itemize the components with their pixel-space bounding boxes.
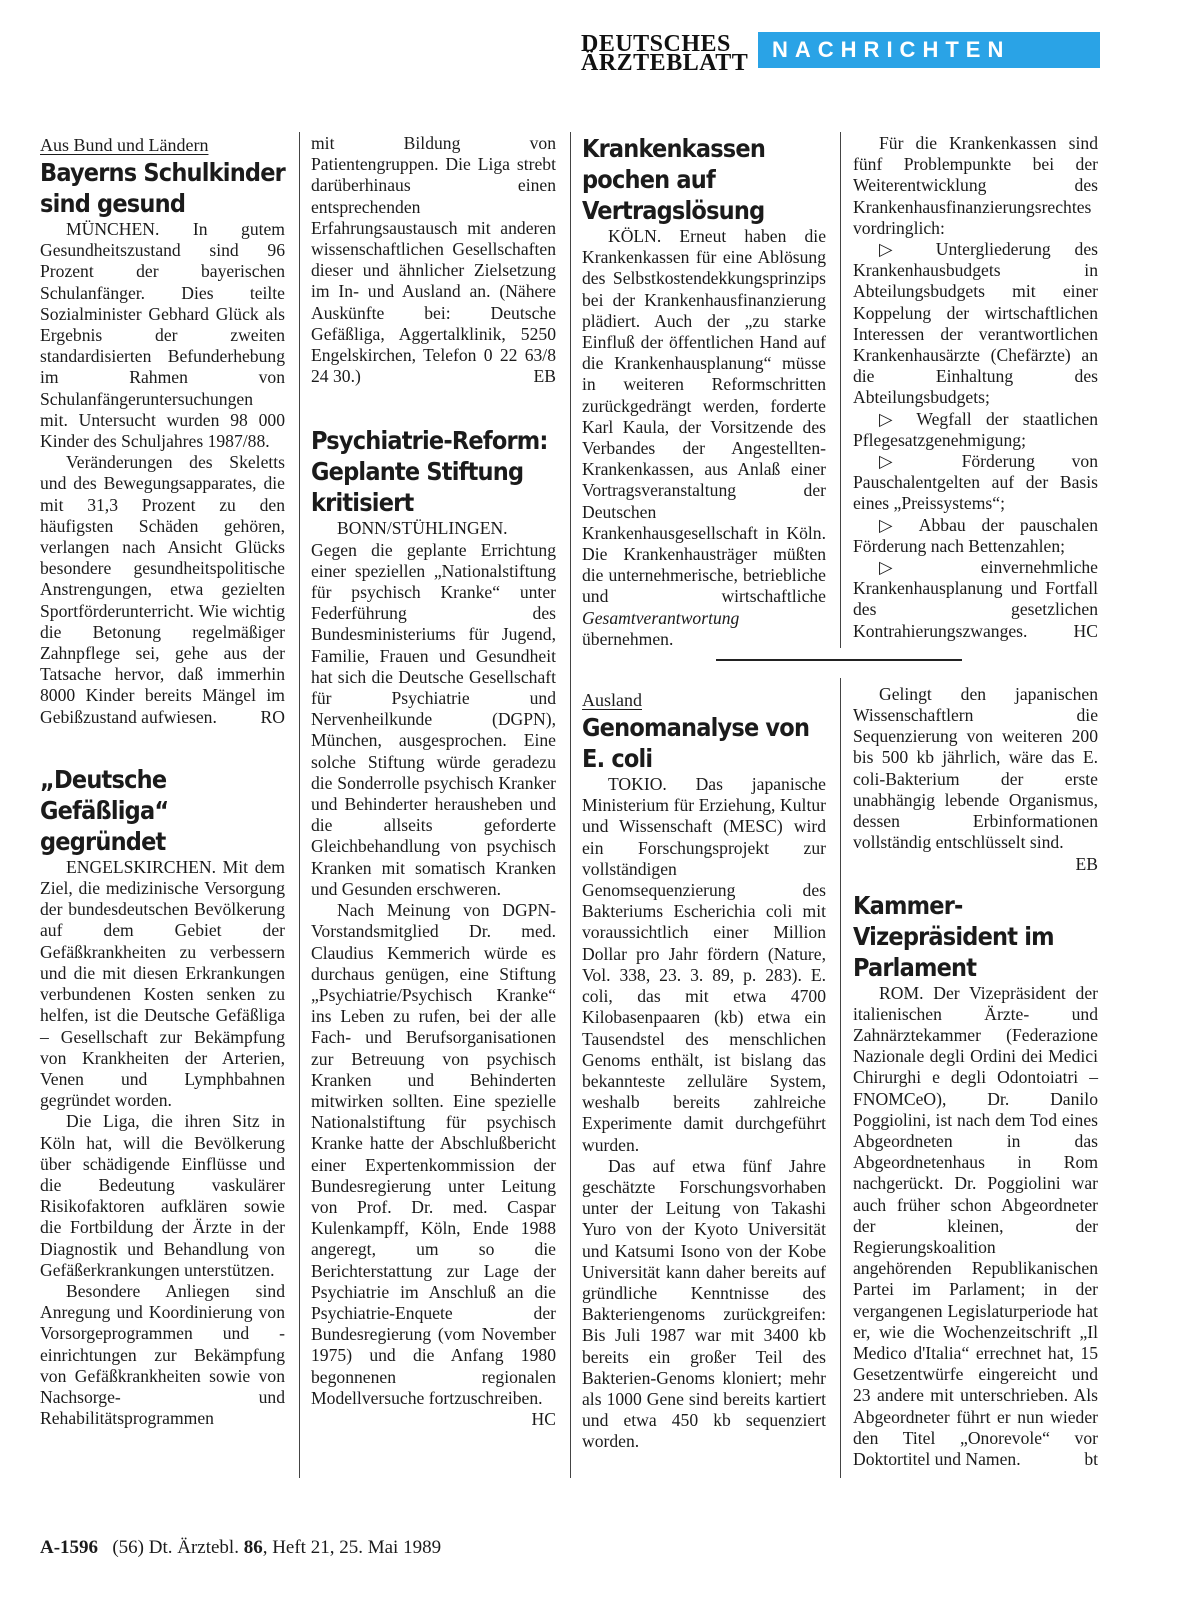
- paragraph: Nach Meinung von DGPN-Vorstandsmitglied Dr. med. Claudius Kemmerich würde es durchaus genügen, eine Stiftung „Psychiatrie/Psychisch Kranke“ ins Leben zu rufen, bei der alle Fach- und Berufsorganisationen zur Betreuung von psychisch Kranken und Behinderten mitwirken sollten. Eine spezielle Nationalstiftung für psychisch Kranke hatte der Abschlußbericht einer Expertenkommission der Bundesregierung unter Leitung von Prof. Dr. med. Caspar Kulenkampff, Köln, Ende 1988 angeregt, um so die Berichterstattung zur Lage der Psychiatrie im Anschluß an die Psychiatrie-Enquete der Bundesregierung (vom November 1975) und die Anfang 1980 begonnenen regionalen Modellversuche fortzuschreiben. HC: [311, 900, 556, 1429]
- paragraph: Gelingt den japanischen Wissenschaftlern die Sequenzierung von weiteren 200 bis 500 kb jährlich, wäre das E. coli-Bakterium der erste unabhängig lebende Organismus, dessen Erbinformationen vollständig entschlüsselt sind. EB: [853, 683, 1098, 874]
- italic-term: Gesamtverantwortung: [582, 607, 740, 628]
- column-rule: [840, 678, 841, 1478]
- column-4: [853, 133, 1098, 1470]
- rubric-label: Ausland: [582, 690, 642, 711]
- paragraph: BONN/STÜHLINGEN. Gegen die geplante Errichtung einer speziellen „Nationalstiftung für psychisch Kranke“ unter Federführung des Bundesministeriums für Jugend, Familie, Frauen und Gesundheit hat sich die Deutsche Gesellschaft für Psychiatrie und Nervenheilkunde (DGPN), München, ausgesprochen. Eine solche Stiftung würde geradezu die Sonderrolle psychisch Kranker und Behinderter herausheben und die allseits geforderte Gleichbehandlung von psychisch Kranken mit somatisch Kranken und Gesunden erschweren.: [311, 518, 556, 899]
- paragraph: Besondere Anliegen sind Anregung und Koordinierung von Vorsorgeprogrammen und -einrichtungen zur Bekämpfung von Gefäßkrankheiten sowie von Nachsorge- und Rehabilitätsprogrammen: [40, 1280, 285, 1429]
- author-initials: HC: [1073, 620, 1098, 641]
- bullet-item: ▷ Wegfall der staatlichen Pflegesatzgenehmigung;: [853, 408, 1098, 450]
- headline: Genomanalyse von E. coli: [582, 713, 810, 774]
- page-folio: A-1596 (56) Dt. Ärztebl. 86, Heft 21, 25. Mai 1989: [40, 1537, 442, 1558]
- paragraph: KÖLN. Erneut haben die Krankenkassen für eine Ablösung des Selbstkostendekkungsprinzips bei der Krankenhausfinanzierung plädiert. Auch der „zu starke Einfluß der öffentlichen Hand auf die Krankenhausplanung“ müsse in weiteren Reformschritten zurückgedrängt werden, forderte Karl Kaula, der Vorsitzende des Verbandes der Angestellten-Krankenkassen, aus Anlaß einer Vortragsveranstaltung der Deutschen Krankenhausgesellschaft in Köln. Die Krankenhausträger müßten die unternehmerische, betriebliche und wirtschaftliche Gesamtverantwortung übernehmen.: [582, 226, 826, 649]
- bullet-item: ▷ Abbau der pauschalen Förderung nach Bettenzahlen;: [853, 514, 1098, 556]
- paragraph: Die Liga, die ihren Sitz in Köln hat, will die Bevölkerung über schädigende Einflüsse und die Bedeutung vaskulärer Risikofaktoren aufklären sowie die Fortbildung der Ärzte in der Diagnostik und Behandlung von Gefäßerkrankungen unterstützen.: [40, 1111, 285, 1280]
- paragraph: ROM. Der Vizepräsident der italienischen Ärzte- und Zahnärztekammer (Federazione Nazionale degli Ordini dei Medici Chirurghi e degli Odontoiatri – FNOMCeO), Dr. Danilo Poggiolini, ist nach dem Tod eines Abgeordneten in das Abgeordnetenhaus in Rom nachgerückt. Dr. Poggiolini war auch früher schon Abgeordneter der kleinen, der Regierungskoalition angehörenden Republikanischen Partei im Parlament; in der vergangenen Legislaturperiode hat er, wie die Wochenzeitschrift „Il Medico d'Italia“ errechnet hat, 15 Gesetzentwürfe eingereicht und 23 andere mit unterschrieben. Als Abgeordneter führt er nun wieder den Titel „Onorevole“ vor Doktortitel und Namen. bt: [853, 982, 1098, 1469]
- paragraph: mit Bildung von Patientengruppen. Die Liga strebt darüberhinaus einen entsprechenden Erfahrungsaustausch mit anderen wissenschaftlichen Gesellschaften dieser und ähnlicher Zielsetzung im In- und Ausland an. (Nähere Auskünfte bei: Deutsche Gefäßliga, Aggertalklinik, 5250 Engelskirchen, Telefon 0 22 63/8 24 30.) EB: [311, 133, 556, 387]
- headline: „Deutsche Gefäßliga“ gegründet: [40, 764, 169, 856]
- column-rule: [299, 132, 300, 1478]
- paragraph: Das auf etwa fünf Jahre geschätzte Forschungsvorhaben unter der Leitung von Takashi Yuro von der Kyoto Universität und Katsumi Isono von der Kobe Universität kann daher bereits auf gründliche Kenntnisse des Bakteriengenoms zurückgreifen: Bis Juli 1987 war mit 3400 kb bereits ein großer Teil des Bakterien-Genoms kloniert; mehr als 1000 Gene sind bereits kartiert und etwa 450 kb sequenziert worden.: [582, 1155, 826, 1452]
- column-1: [40, 133, 285, 1429]
- masthead-title-line1: DEUTSCHES: [581, 31, 731, 57]
- rubric-label: Aus Bund und Ländern: [40, 135, 209, 155]
- column-2: [311, 133, 556, 1430]
- author-initials: EB: [533, 366, 556, 387]
- headline: Kammer-Vizepräsident im Parlament: [853, 890, 1054, 982]
- paragraph: TOKIO. Das japanische Ministerium für Erziehung, Kultur und Wissenschaft (MESC) wird ein Forschungsprojekt zur vollständigen Genomsequenzierung des Bakteriums Escherichia coli mit voraussichtlich einer Million Dollar pro Jahr fördern (Nature, Vol. 338, 23. 3. 89, p. 283). E. coli, das mit etwa 4700 Kilobasenpaaren (kb) etwa ein Tausendstel des menschlichen Genoms enthält, ist bislang das bekannteste zelluläre System, weshalb bereits zahlreiche Experimente damit durchgeführt wurden.: [582, 774, 826, 1155]
- author-initials: bt: [1084, 1448, 1098, 1469]
- column-rule: [840, 132, 841, 648]
- paragraph: ENGELSKIRCHEN. Mit dem Ziel, die medizinische Versorgung der bundesdeutschen Bevölkerung auf dem Gebiet der Gefäßkrankheiten zu verbessern und die mit diesen Erkrankungen verbundenen Kosten senken zu helfen, ist die Deutsche Gefäßliga – Gesellschaft zur Bekämpfung von Krankheiten der Arterien, Venen und Lymphbahnen gegründet worden.: [40, 856, 285, 1111]
- masthead-title-line2: ÄRZTEBLATT: [581, 50, 749, 76]
- paragraph: MÜNCHEN. In gutem Gesundheitszustand sind 96 Prozent der bayerischen Schulanfänger. Dies teilte Sozialminister Gebhard Glück als Ergebnis der zweiten standardisierten Befunderhebung im Rahmen von Schulanfängeruntersuchungen mit. Untersucht wurden 98 000 Kinder des Schuljahres 1987/88.: [40, 219, 285, 452]
- bullet-item: ▷ Untergliederung des Krankenhausbudgets in Abteilungsbudgets mit einer Koppelung der wirtschaftlichen Interessen der verantwortlichen Krankenhausärzte (Chefärzte) an die Einhaltung des Abteilungsbudgets;: [853, 239, 1098, 408]
- bullet-item: ▷ einvernehmliche Krankenhausplanung und Fortfall des gesetzlichen Kontrahierungszwanges. HC: [853, 557, 1098, 641]
- page-number: A-1596: [40, 1537, 99, 1558]
- author-initials: EB: [1075, 853, 1098, 874]
- author-initials: RO: [260, 706, 285, 727]
- section-badge: NACHRICHTEN: [758, 32, 1100, 68]
- volume-number: 86: [243, 1537, 263, 1558]
- headline: Krankenkassen pochen auf Vertragslösung: [582, 134, 766, 225]
- author-initials: HC: [531, 1408, 556, 1429]
- headline: Psychiatrie-Reform: Geplante Stiftung kritisiert: [311, 426, 548, 518]
- column-rule: [570, 132, 571, 1478]
- bullet-item: ▷ Förderung von Pauschalentgelten auf der Basis eines „Preissystems“;: [853, 451, 1098, 514]
- paragraph: Für die Krankenkassen sind fünf Problempunkte bei der Weiterentwicklung des Krankenhausfinanzierungsrechtes vordringlich:: [853, 133, 1098, 238]
- paragraph: Veränderungen des Skeletts und des Bewegungsapparates, die mit 31,3 Prozent zu den häufigsten Schäden gehören, verlangen nach Ansicht Glücks besondere gesundheitspolitische Anstrengungen, etwa gezielten Sportförderunterricht. Wie wichtig die Betonung regelmäßiger Zahnpflege sei, gehe aus der Tatsache hervor, daß immerhin 8000 Kinder bereits Mängel im Gebißzustand aufwiesen. RO: [40, 452, 285, 727]
- column-3: [582, 133, 826, 1453]
- headline: Bayerns Schulkinder sind gesund: [40, 158, 285, 218]
